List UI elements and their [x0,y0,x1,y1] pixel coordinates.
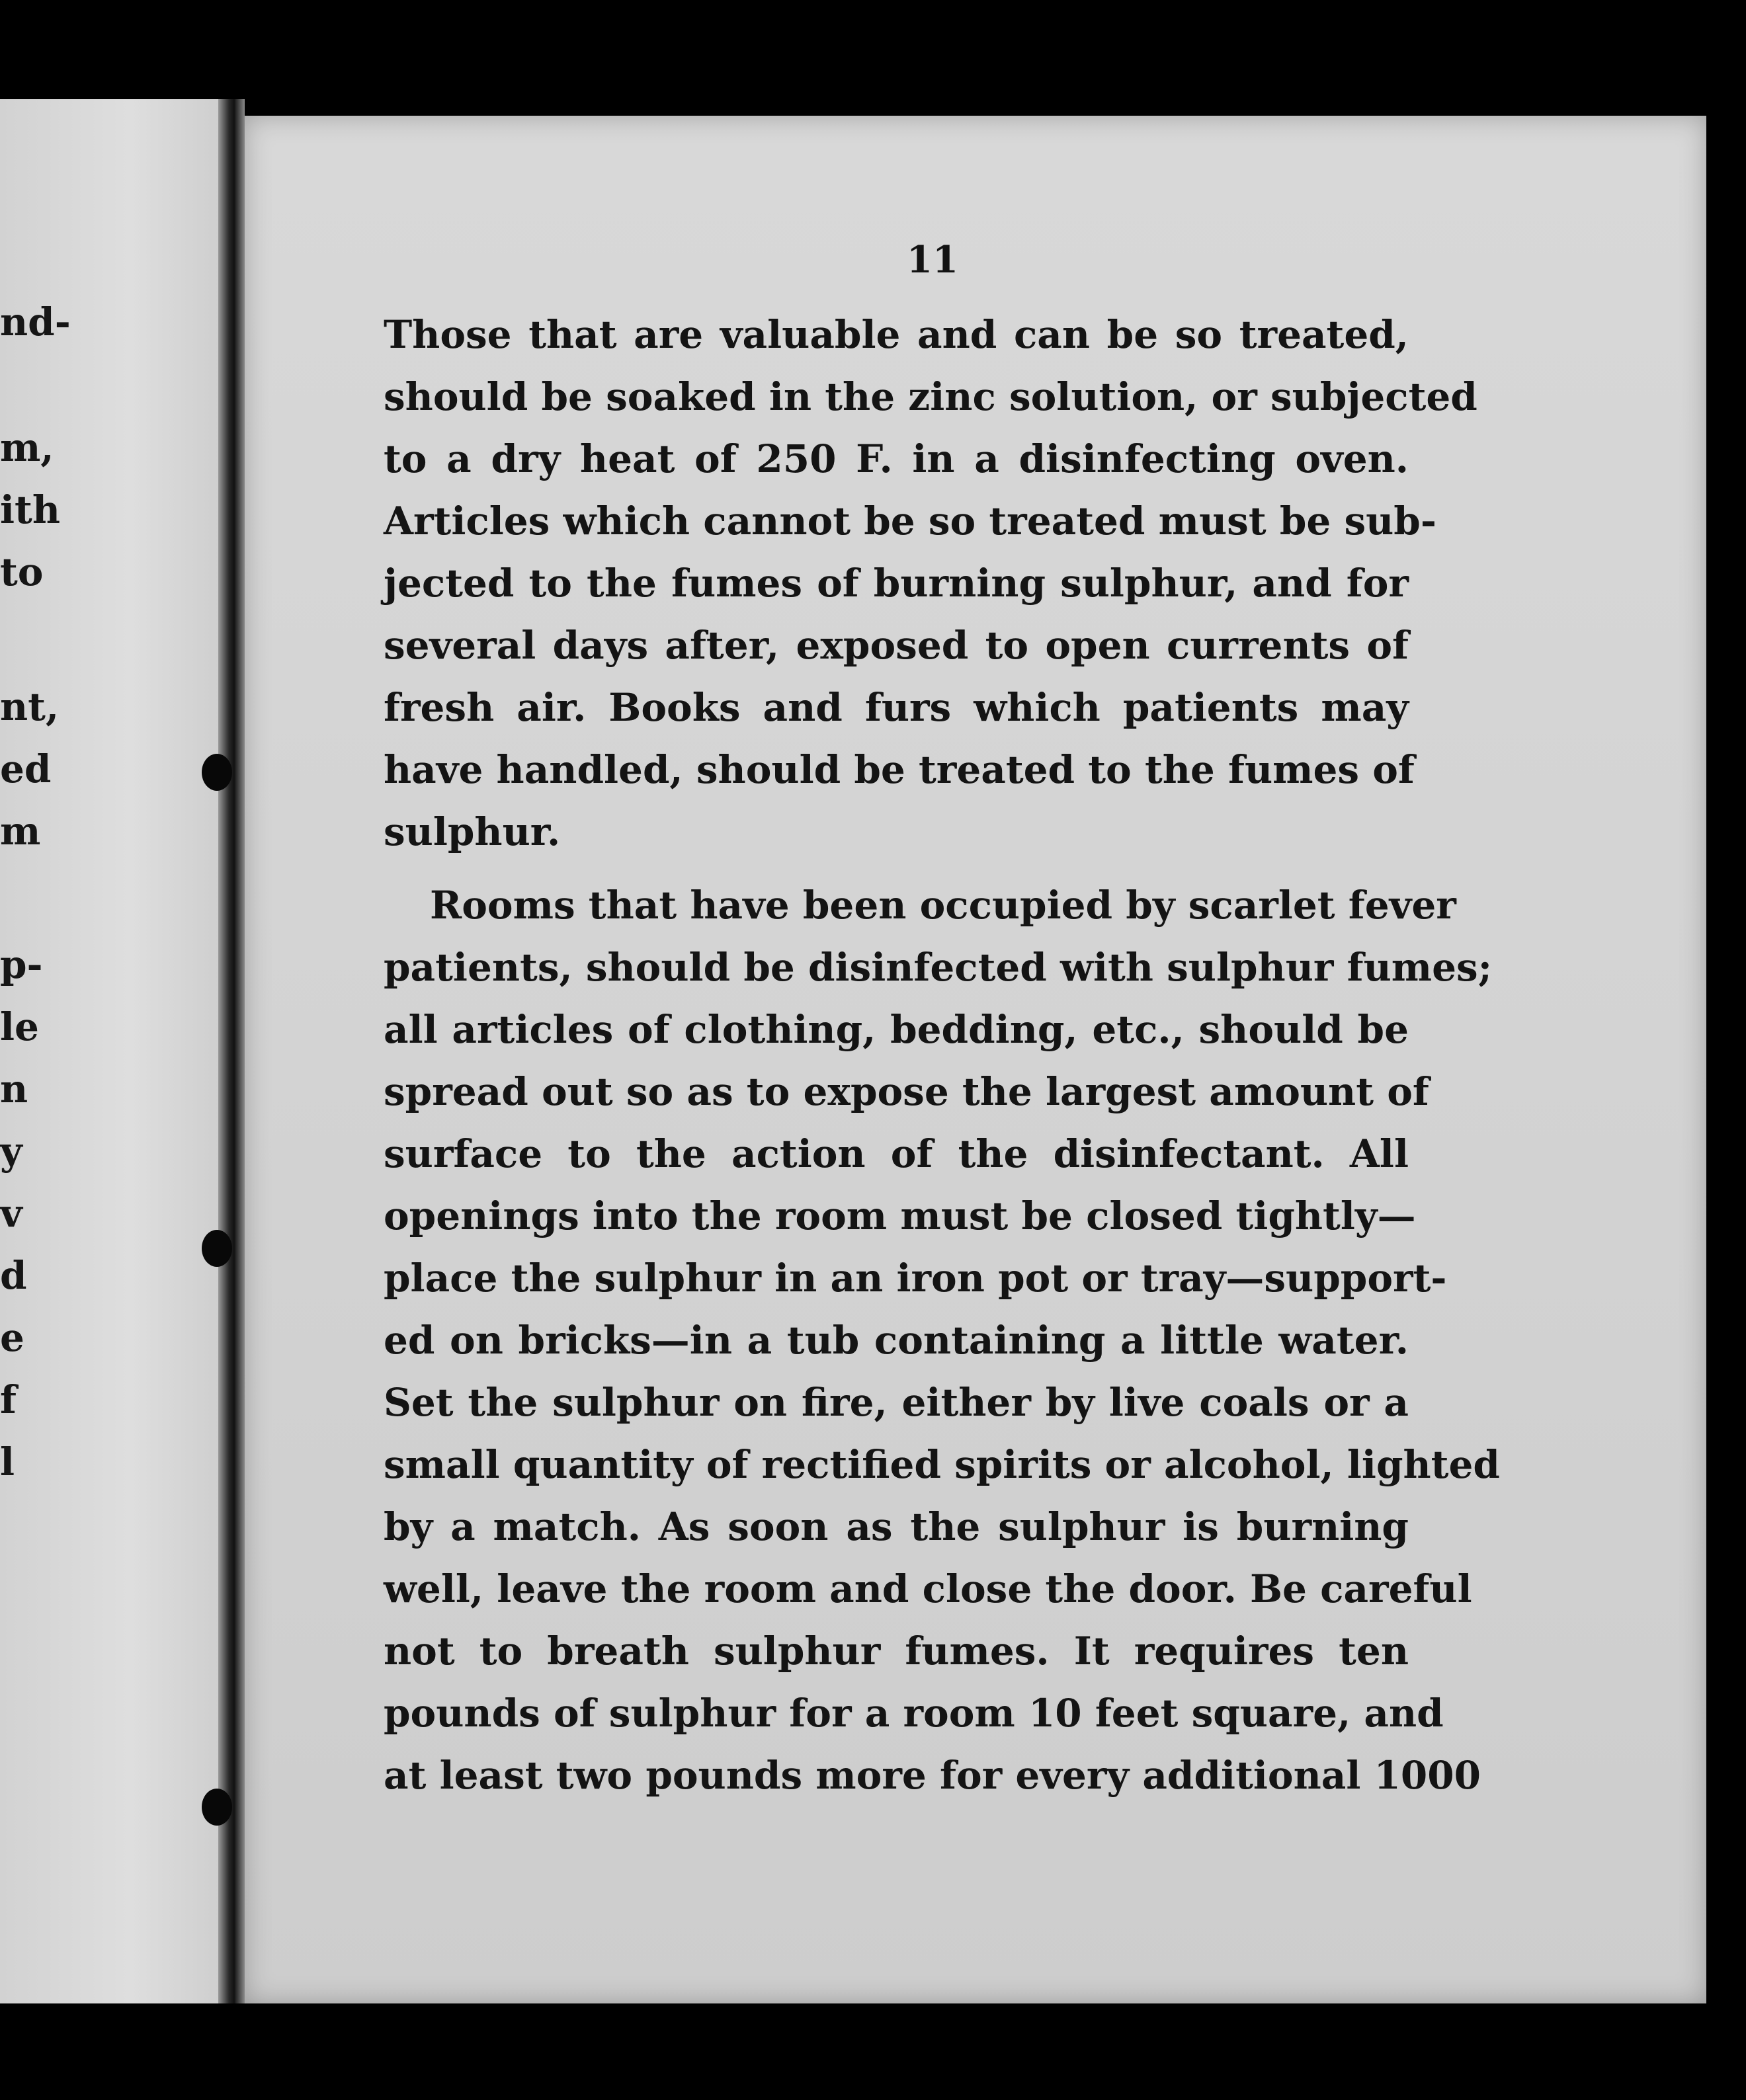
text-line: Set the sulphur on fire, either by live coals or a [384,1380,1409,1425]
left-page-fragment: nt, [0,684,60,729]
left-page-fragment: p- [0,942,43,987]
binding-hole [202,1789,232,1826]
text-line: openings into the room must be closed tightly— [384,1193,1416,1238]
book-page [245,116,1706,2003]
left-page-fragment: e [0,1315,24,1360]
binding-hole [202,1230,232,1267]
text-line: should be soaked in the zinc solution, or subjected [384,374,1477,419]
previous-page-edge [0,99,218,2003]
left-page-fragment: l [0,1439,15,1484]
text-line: patients, should be disinfected with sulphur fumes; [384,945,1493,990]
text-line: several days after, exposed to open currents of [384,623,1409,668]
text-line: Rooms that have been occupied by scarlet fever [430,883,1456,928]
book-spine [218,99,245,2003]
text-line: Articles which cannot be so treated must be sub- [384,499,1436,544]
text-line: not to breath sulphur fumes. It requires ten [384,1629,1409,1674]
text-line: have handled, should be treated to the fumes of [384,747,1415,792]
text-line: at least two pounds more for every additional 1000 [384,1753,1481,1798]
text-line: jected to the fumes of burning sulphur, and for [384,561,1409,606]
left-page-fragment: y [0,1129,22,1174]
left-page-fragment: m, [0,425,54,470]
text-line: to a dry heat of 250 F. in a disinfecting oven. [384,436,1409,481]
left-page-fragment: to [0,549,44,594]
left-page-fragment: v [0,1191,22,1236]
text-line: sulphur. [384,809,561,854]
text-line: surface to the action of the disinfectant. All [384,1131,1409,1176]
page-number: 11 [907,238,958,282]
left-page-fragment: n [0,1067,28,1111]
left-page-fragment: f [0,1377,17,1422]
text-line: by a match. As soon as the sulphur is burning [384,1504,1409,1549]
left-page-fragment: le [0,1004,39,1049]
text-line: all articles of clothing, bedding, etc., should be [384,1007,1409,1052]
left-page-fragment: nd- [0,300,71,344]
text-line: ed on bricks—in a tub containing a little water. [384,1318,1409,1363]
text-line: fresh air. Books and furs which patients may [384,685,1409,730]
left-page-fragment: ed [0,747,52,791]
left-page-fragment: ith [0,487,60,532]
text-line: well, leave the room and close the door. Be careful [384,1566,1472,1611]
text-line: pounds of sulphur for a room 10 feet square, and [384,1691,1444,1736]
binding-hole [202,754,232,791]
text-line: place the sulphur in an iron pot or tray—support- [384,1256,1447,1301]
left-page-fragment: d [0,1253,27,1298]
text-line: small quantity of rectified spirits or alcohol, lighted [384,1442,1500,1487]
text-line: spread out so as to expose the largest amount of [384,1069,1429,1114]
left-page-fragment: m [0,809,41,854]
text-line: Those that are valuable and can be so treated, [384,312,1409,357]
